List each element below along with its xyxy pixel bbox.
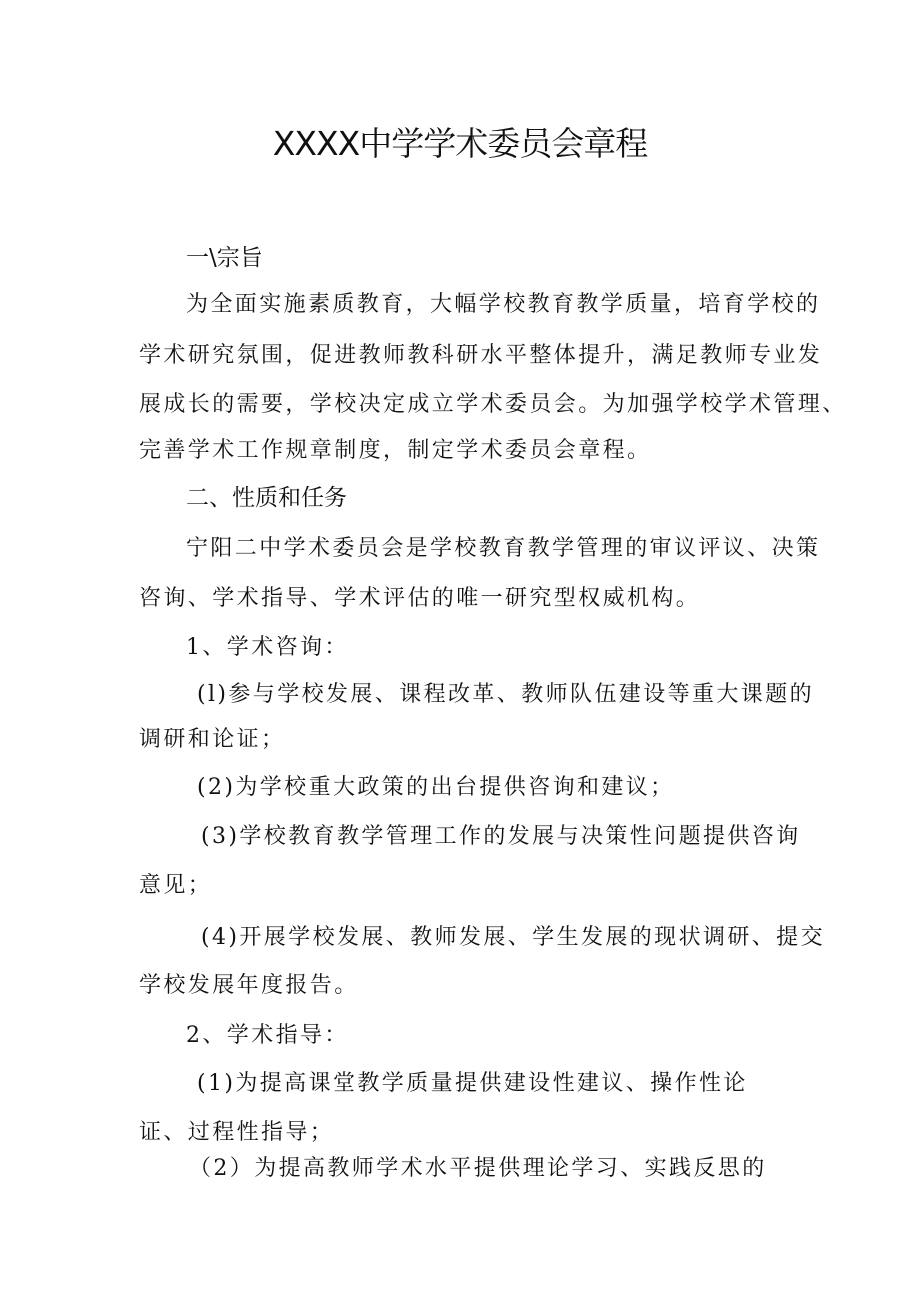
list-item-line: （2）为提高教师学术水平提供理论学习、实践反思的 [189, 1156, 767, 1181]
section-heading-purpose: 一\宗旨 [186, 245, 263, 271]
list-item-line: (1)为提高课堂教学质量提供建设性建议、操作性论 [197, 1071, 748, 1096]
paragraph-line: 为全面实施素质教育，大幅学校教育教学质量，培育学校的 [186, 292, 821, 317]
paragraph-line: 学术研究氛围，促进教师教科研水平整体提升，满足教师专业发 [139, 343, 823, 368]
list-item-line: 调研和论证； [139, 727, 286, 752]
subsection-heading-guidance: 2、学术指导： [186, 1023, 349, 1048]
list-item-line: 学校发展年度报告。 [139, 973, 359, 998]
paragraph-line: 宁阳二中学术委员会是学校教育教学管理的审议评议、决策 [186, 536, 821, 561]
paragraph-line: 完善学术工作规章制度，制定学术委员会章程。 [139, 438, 652, 463]
list-item-line: 意见； [139, 873, 213, 898]
document-title: XXXX中学学术委员会章程 [272, 124, 648, 163]
list-item-line: (l)参与学校发展、课程改革、教师队伍建设等重大课题的 [197, 682, 815, 707]
list-item-line: (4)开展学校发展、教师发展、学生发展的现状调研、提交 [201, 925, 825, 950]
list-item-line: (3)学校教育教学管理工作的发展与决策性问题提供咨询 [201, 824, 801, 849]
list-item-line: (2)为学校重大政策的出台提供咨询和建议； [197, 775, 675, 800]
paragraph-line: 咨询、学术指导、学术评估的唯一研究型权威机构。 [139, 586, 701, 611]
subsection-heading-consulting: 1、学术咨询： [186, 635, 349, 660]
list-item-line: 证、过程性指导； [139, 1120, 335, 1145]
section-heading-nature-tasks: 二、性质和任务 [186, 485, 347, 511]
paragraph-line: 展成长的需要，学校决定成立学术委员会。为加强学校学术管理、 [139, 392, 847, 417]
